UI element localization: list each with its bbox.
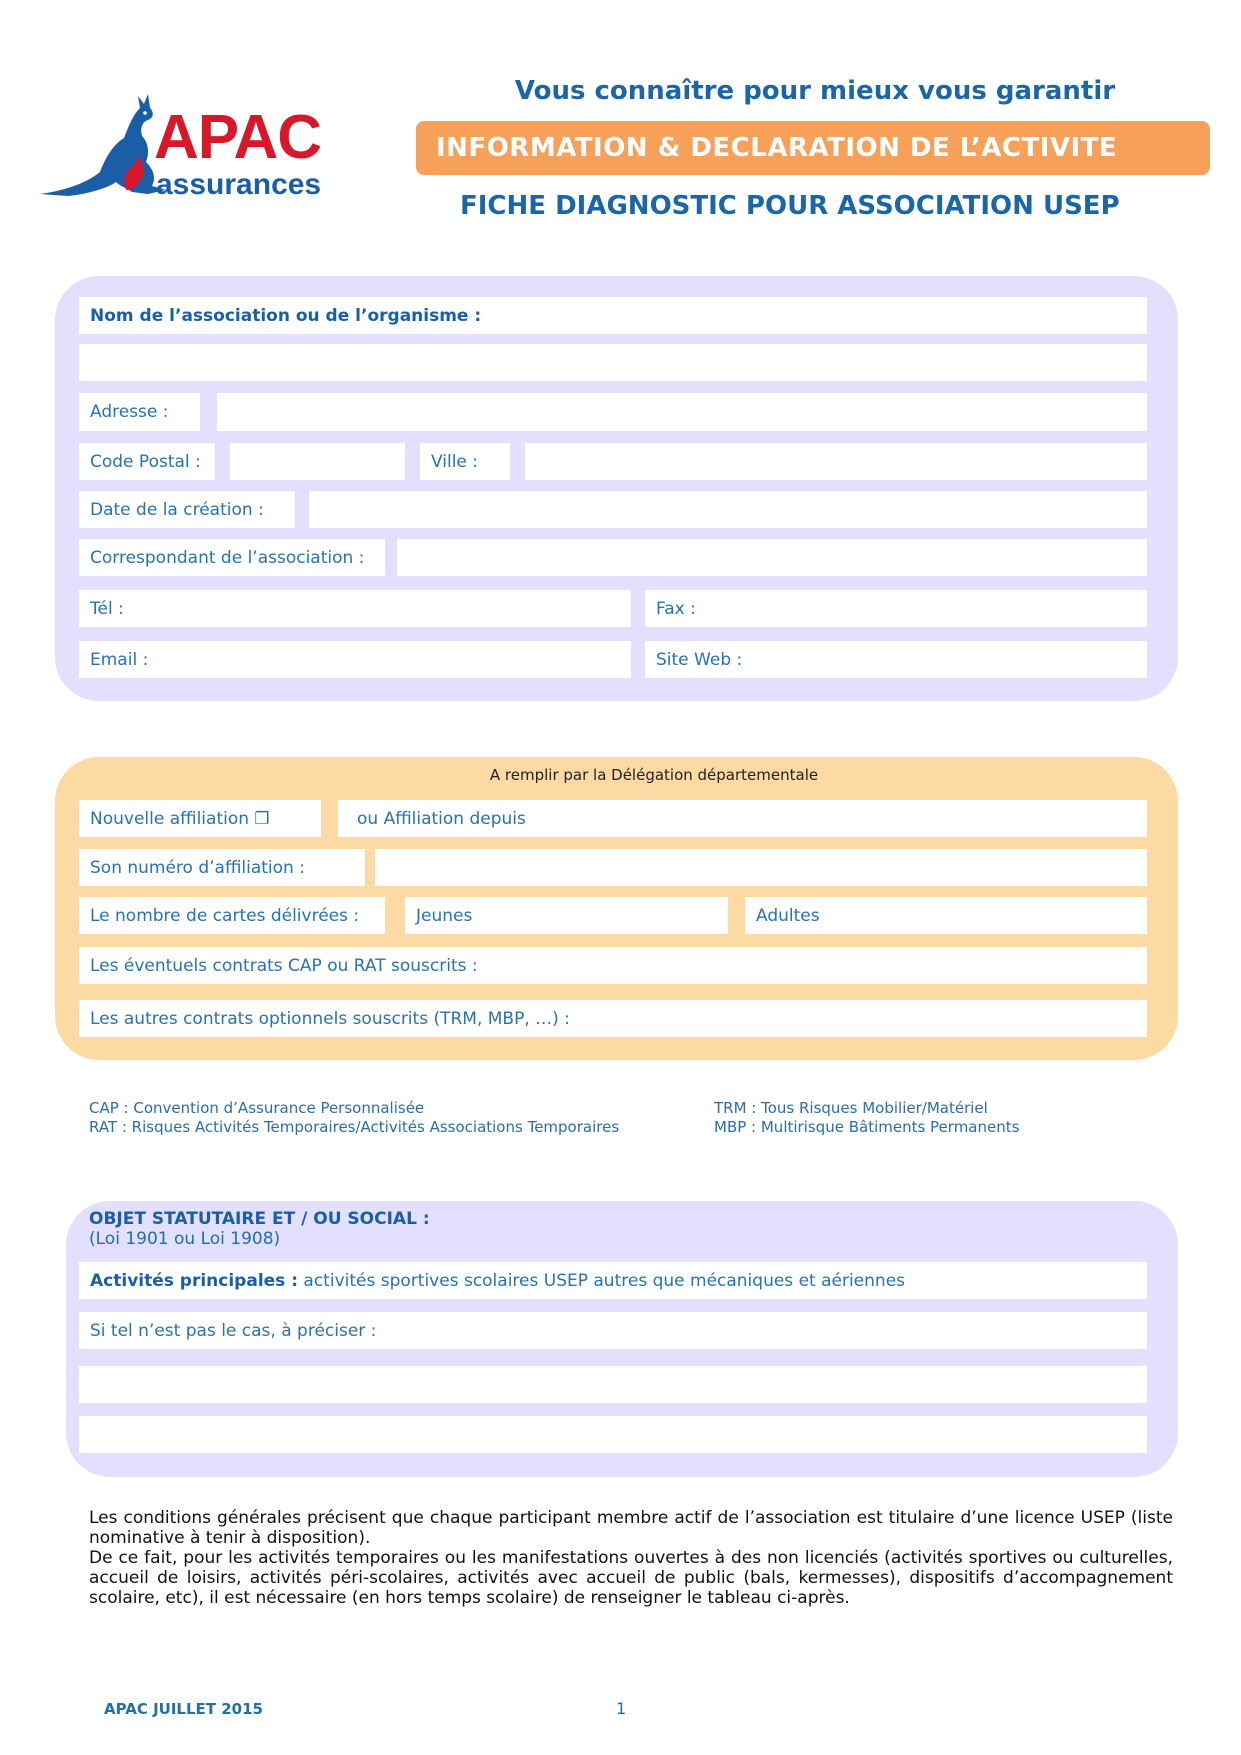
main-activities-field[interactable] — [79, 1262, 1147, 1299]
delegation-header: A remplir par la Délégation départementale — [489, 766, 819, 784]
conditions-paragraph-2: De ce fait, pour les activités temporaires ou les manifestations ouvertes à des non licenciés (activités sportives ou culturelles, accueil de loisirs, activités péri-scolaires, activités avec accueil de public (bals, kermesses), dispositifs d’accompagnement scolaire, etc), il est nécessaire (en hors temps scolaire) de renseigner le tableau ci-après. — [89, 1548, 1173, 1608]
contact-input[interactable] — [397, 539, 1147, 576]
contact-label: Correspondant de l’association : — [79, 539, 385, 576]
footer-label: APAC JUILLET 2015 — [104, 1700, 263, 1718]
legend-left — [89, 1099, 619, 1137]
legend-cap: CAP : Convention d’Assurance Personnalisée — [89, 1099, 425, 1117]
city-label: Ville : — [420, 443, 510, 480]
phone-field[interactable]: Tél : — [79, 590, 631, 627]
address-input[interactable] — [217, 393, 1147, 431]
legend-mbp: MBP : Multirisque Bâtiments Permanents — [714, 1118, 1020, 1136]
cards-count-label: Le nombre de cartes délivrées : — [79, 897, 385, 934]
identity-panel — [55, 276, 1178, 701]
otherwise-specify-field[interactable]: Si tel n’est pas le cas, à préciser : — [79, 1312, 1147, 1349]
postal-code-label: Code Postal : — [79, 443, 215, 480]
youth-cards-field[interactable]: Jeunes — [405, 897, 728, 934]
new-affiliation-checkbox[interactable]: Nouvelle affiliation ❒ — [79, 800, 321, 837]
main-activities-label: Activités principales : — [90, 1270, 299, 1291]
page-banner: INFORMATION & DECLARATION DE L’ACTIVITE — [416, 121, 1210, 175]
postal-code-input[interactable] — [230, 443, 405, 480]
address-label: Adresse : — [79, 393, 200, 431]
legend-right — [714, 1099, 1019, 1137]
creation-date-input[interactable] — [309, 491, 1147, 528]
apac-logo — [28, 86, 340, 218]
affiliation-since-field[interactable]: ou Affiliation depuis — [338, 800, 1147, 837]
legend-rat: RAT : Risques Activités Temporaires/Activités Associations Temporaires — [89, 1118, 620, 1136]
other-contracts-field[interactable]: Les autres contrats optionnels souscrits (TRM, MBP, …) : — [79, 1000, 1147, 1037]
cap-rat-contracts-field[interactable]: Les éventuels contrats CAP ou RAT souscrits : — [79, 947, 1147, 984]
conditions-paragraph-1: Les conditions générales précisent que chaque participant membre actif de l’association est titulaire d’une licence USEP (liste nominative à tenir à disposition). — [89, 1508, 1173, 1548]
purpose-subtitle: (Loi 1901 ou Loi 1908) — [89, 1229, 281, 1249]
legend-trm: TRM : Tous Risques Mobilier/Matériel — [714, 1099, 988, 1117]
conditions-paragraph — [89, 1508, 1173, 1608]
purpose-title: OBJET STATUTAIRE ET / OU SOCIAL : — [89, 1209, 430, 1229]
tagline: Vous connaître pour mieux vous garantir — [514, 76, 1116, 106]
email-field[interactable]: Email : — [79, 641, 631, 678]
page-title: FICHE DIAGNOSTIC POUR ASSOCIATION USEP — [460, 191, 1120, 221]
association-name-label: Nom de l’association ou de l’organisme : — [79, 297, 1147, 334]
affiliation-number-input[interactable] — [375, 849, 1147, 886]
association-name-input[interactable] — [79, 344, 1147, 381]
website-field[interactable]: Site Web : — [645, 641, 1147, 678]
logo-wordmark: APAC — [154, 103, 322, 172]
purpose-extra-line-1[interactable] — [79, 1366, 1147, 1403]
fax-field[interactable]: Fax : — [645, 590, 1147, 627]
affiliation-number-label: Son numéro d’affiliation : — [79, 849, 365, 886]
main-activities-value: activités sportives scolaires USEP autres que mécaniques et aériennes — [298, 1270, 906, 1291]
creation-date-label: Date de la création : — [79, 491, 295, 528]
city-input[interactable] — [525, 443, 1147, 480]
page-number: 1 — [616, 1699, 627, 1718]
logo-subtext: assurances — [156, 168, 322, 201]
purpose-extra-line-2[interactable] — [79, 1416, 1147, 1453]
adult-cards-field[interactable]: Adultes — [745, 897, 1147, 934]
